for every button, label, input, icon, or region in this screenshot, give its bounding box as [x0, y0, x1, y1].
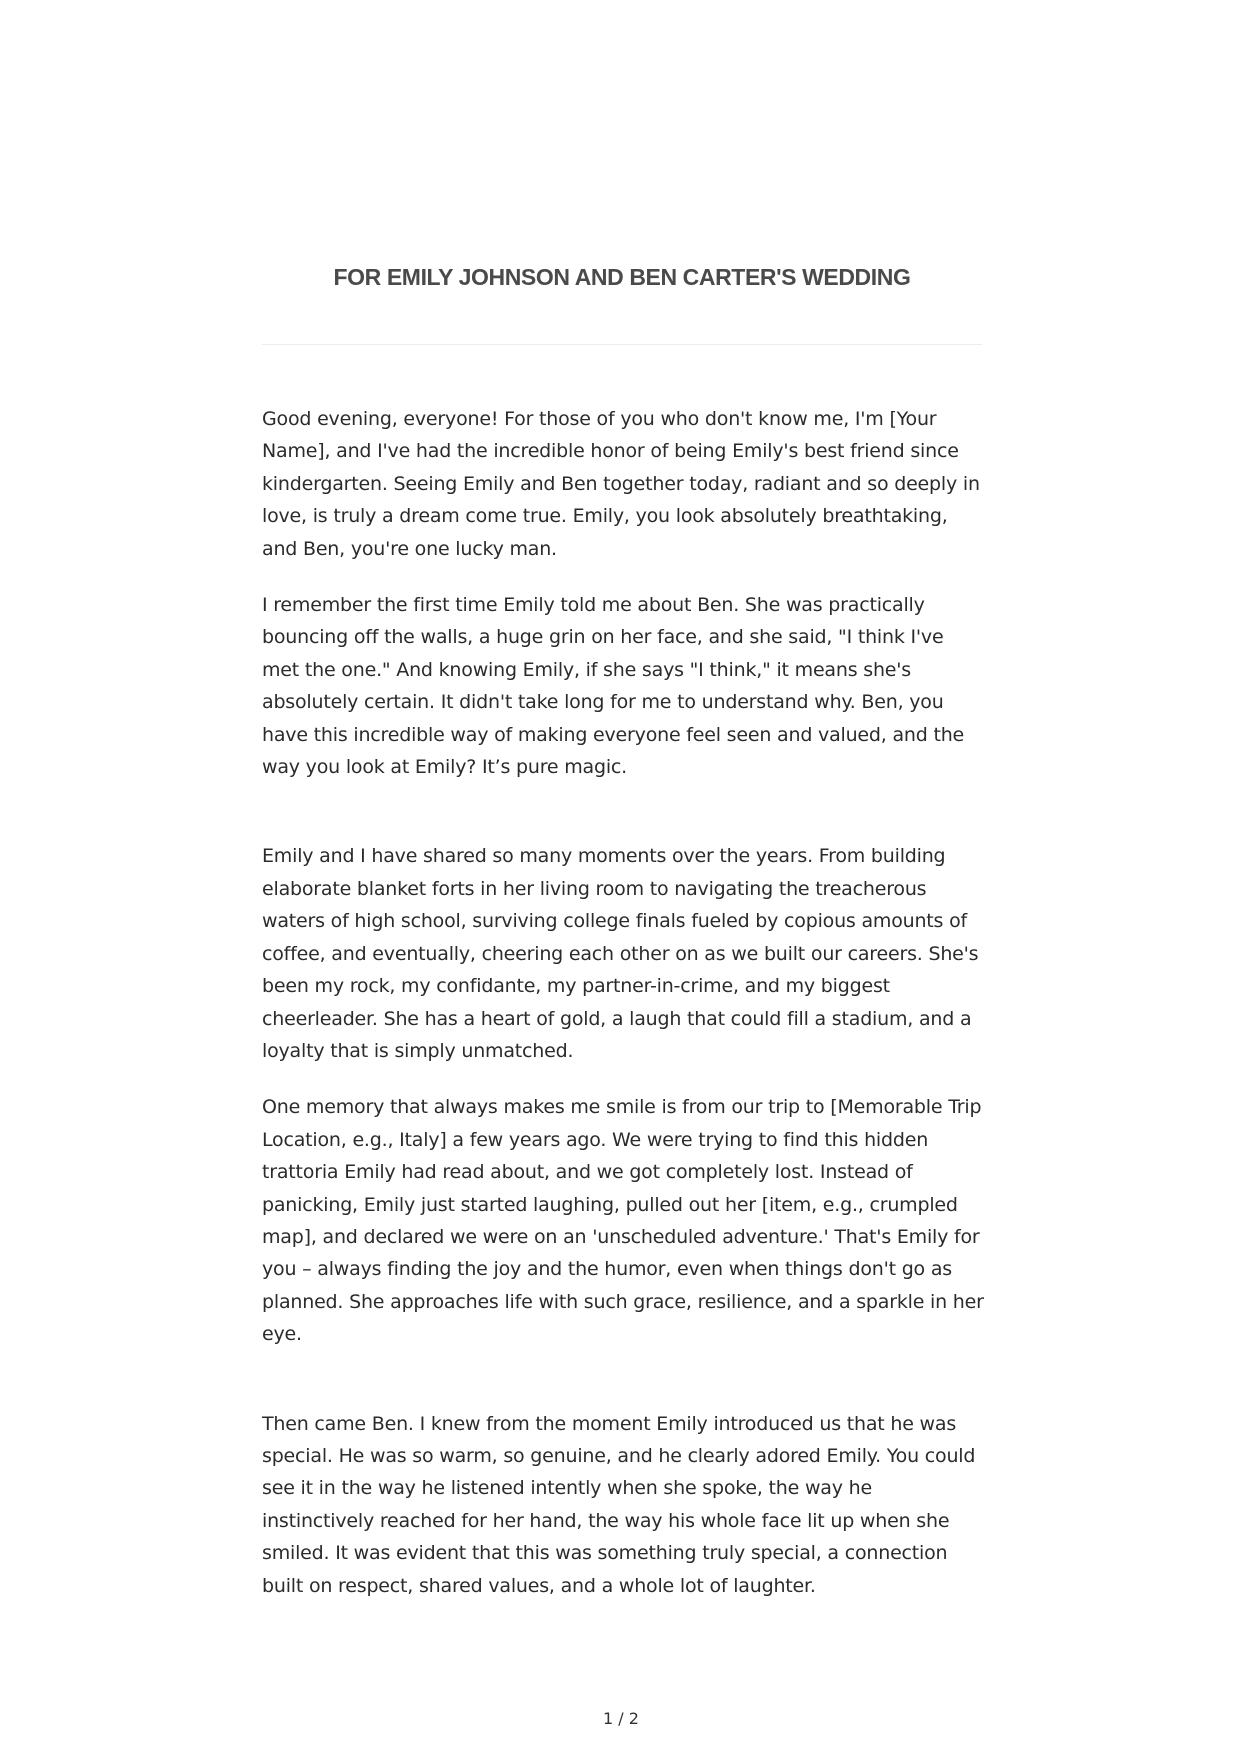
speech-body [262, 403, 986, 1626]
paragraph-4: One memory that always makes me smile is from our trip to [Memorable Trip Location, e.g., Italy] a few years ago. We were trying to find this hidden trattoria Emily had read about, and we got completely lost. Instead of panicking, Emily just started laughing, pulled out her [item, e.g., crumpled map], and declared we were on an 'unscheduled adventure.' That's Emily for you – always finding the joy and the humor, even when things don't go as planned. She approaches life with such grace, resilience, and a sparkle in her eye. [262, 1096, 984, 1346]
title-divider [262, 344, 982, 345]
paragraph-2: I remember the first time Emily told me about Ben. She was practically bouncing off the walls, a huge grin on her face, and she said, "I think I've met the one." And knowing Emily, if she says "I think," it means she's absolutely certain. It didn't take long for me to understand why. Ben, you have this incredible way of making everyone feel seen and valued, and the way you look at Emily? It’s pure magic. [262, 594, 965, 779]
paragraph-1: Good evening, everyone! For those of you who don't know me, I'm [Your Name], and I've had the incredible honor of being Emily's best friend since kindergarten. Seeing Emily and Ben together today, radiant and so deeply in love, is truly a dream come true. Emily, you look absolutely breathtaking, and Ben, you're one lucky man. [262, 408, 980, 560]
paragraph-5: Then came Ben. I knew from the moment Emily introduced us that he was special. He was so warm, so genuine, and he clearly adored Emily. You could see it in the way he listened intently when she spoke, the way he instinctively reached for her hand, the way his whole face lit up when she smiled. It was evident that this was something truly special, a connection built on respect, shared values, and a whole lot of laughter. [262, 1412, 976, 1597]
paragraph-3: Emily and I have shared so many moments over the years. From building elaborate blanket forts in her living room to navigating the treacherous waters of high school, surviving college finals fueled by copious amounts of coffee, and eventually, cheering each other on as we built our careers. She's been my rock, my confidante, my partner-in-crime, and my biggest cheerleader. She has a heart of gold, a laugh that could fill a stadium, and a loyalty that is simply unmatched. [262, 845, 979, 1062]
document-title: FOR EMILY JOHNSON AND BEN CARTER'S WEDDING [333, 264, 911, 290]
page-number: 1 / 2 [603, 1709, 639, 1728]
